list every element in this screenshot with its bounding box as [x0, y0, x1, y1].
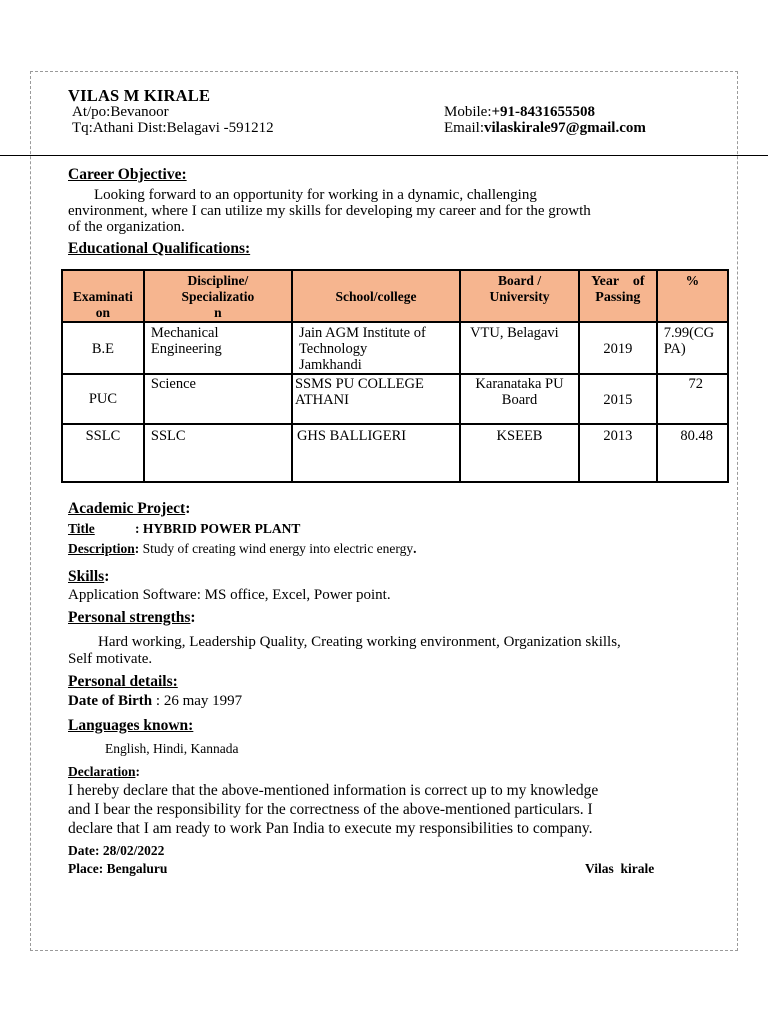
header-discipline: Discipline/ Specializatio n [144, 270, 292, 322]
table-header-row [62, 270, 728, 322]
cell-board: VTU, Belagavi [460, 322, 579, 374]
address-line-1: At/po:Bevanoor [72, 104, 169, 120]
project-heading: Academic Project: [68, 500, 191, 517]
header-divider [0, 155, 768, 156]
career-line-2: environment, where I can utilize my skills for developing my career and for the growth [68, 203, 591, 219]
email-contact [444, 120, 646, 137]
cell-board: KSEEB [460, 424, 579, 482]
cell-percentage: 80.48 [657, 424, 728, 482]
education-table [61, 269, 729, 483]
cell-percentage: 72 [657, 374, 728, 424]
header-year: Year of Passing [579, 270, 657, 322]
cell-exam: SSLC [62, 424, 144, 482]
header-board: Board / University [460, 270, 579, 322]
mobile-label: Mobile: [444, 104, 492, 120]
skills-text: Application Software: MS office, Excel, Power point. [68, 587, 391, 603]
skills-heading: Skills: [68, 568, 110, 585]
project-title: Title : HYBRID POWER PLANT [68, 521, 301, 536]
declaration-line-3: declare that I am ready to work Pan India to execute my responsibilities to company. [68, 820, 593, 837]
address-line-2: Tq:Athani Dist:Belagavi -591212 [72, 120, 274, 136]
declaration-place: Place: Bengaluru [68, 861, 168, 876]
cell-school: Jain AGM Institute of Technology Jamkhandi [292, 322, 460, 374]
cell-exam: B.E [62, 322, 144, 374]
signature-name: Vilas kirale [585, 861, 655, 876]
cell-year: 2019 [579, 322, 657, 374]
table-row [62, 374, 728, 424]
cell-discipline: SSLC [144, 424, 292, 482]
header-examination: Examinati on [62, 270, 144, 322]
email-address: vilaskirale97@gmail.com [484, 120, 646, 136]
table-row [62, 322, 728, 374]
cell-board: Karanataka PU Board [460, 374, 579, 424]
cell-exam: PUC [62, 374, 144, 424]
languages-text: English, Hindi, Kannada [105, 741, 239, 756]
cell-year: 2013 [579, 424, 657, 482]
personal-details-heading: Personal details: [68, 673, 178, 690]
table-row [62, 424, 728, 482]
cell-school: GHS BALLIGERI [292, 424, 460, 482]
declaration-line-2: and I bear the responsibility for the correctness of the above-mentioned particulars. I [68, 801, 593, 818]
date-of-birth: Date of Birth : 26 may 1997 [68, 693, 243, 709]
cell-percentage: 7.99(CG PA) [657, 322, 728, 374]
mobile-contact [444, 104, 595, 121]
cell-discipline: Mechanical Engineering [144, 322, 292, 374]
header-school: School/college [292, 270, 460, 322]
languages-heading: Languages known: [68, 717, 194, 734]
declaration-heading: Declaration: [68, 764, 140, 779]
career-objective-heading: Career Objective: [68, 166, 187, 183]
email-label: Email: [444, 120, 484, 136]
strengths-heading: Personal strengths: [68, 609, 196, 626]
career-line-1: Looking forward to an opportunity for working in a dynamic, challenging [94, 187, 537, 203]
project-description: Description: Study of creating wind energy into electric energy. [68, 541, 417, 556]
strengths-line-2: Self motivate. [68, 651, 153, 667]
cell-school: SSMS PU COLLEGE ATHANI [292, 374, 460, 424]
header-percentage: % [657, 270, 728, 322]
declaration-date: Date: 28/02/2022 [68, 843, 165, 858]
education-heading: Educational Qualifications: [68, 240, 251, 257]
cell-discipline: Science [144, 374, 292, 424]
career-line-3: of the organization. [68, 219, 185, 235]
candidate-name: VILAS M KIRALE [68, 86, 211, 105]
mobile-number: +91-8431655508 [491, 104, 596, 120]
cell-year: 2015 [579, 374, 657, 424]
declaration-line-1: I hereby declare that the above-mentioned information is correct up to my knowledge [68, 782, 599, 799]
strengths-line-1: Hard working, Leadership Quality, Creating working environment, Organization skills, [98, 634, 621, 650]
